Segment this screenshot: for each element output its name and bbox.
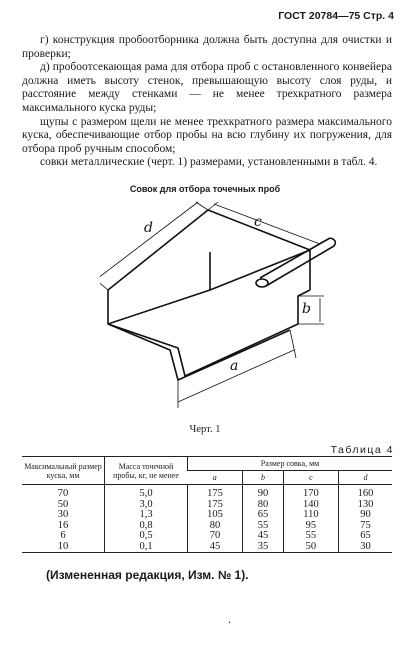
table-row [22, 542, 392, 553]
label-a: a [230, 358, 239, 374]
cell-b: 80 [242, 500, 283, 511]
cell-c: 170 [283, 485, 338, 500]
cell-c: 110 [283, 510, 338, 521]
paragraph-d: д) пробоотсекающая рама для отбора проб с остановленного конвейера должна иметь высоту стенок, превышающую высоту слоя руды, и расстояние между стенками — не менее трехкратного размера максимального куска руды; [22, 61, 392, 114]
cell-mass: 1,3 [105, 510, 188, 521]
scoop-bottom [108, 290, 310, 376]
body-text [22, 34, 392, 170]
cell-c: 55 [283, 531, 338, 542]
change-note: (Измененная редакция, Изм. № 1). [46, 568, 249, 582]
cell-d: 130 [338, 500, 392, 511]
cell-a: 45 [188, 542, 243, 553]
table-row [22, 521, 392, 532]
paragraph-g: г) конструкция пробоотборника должна быть доступна для очистки и проверки; [22, 34, 392, 60]
scoop-lip [108, 324, 290, 380]
header-b: b [242, 471, 283, 485]
page-number: Стр. 4 [363, 10, 394, 22]
cell-d: 90 [338, 510, 392, 521]
table-row [22, 510, 392, 521]
paragraph-probes: щупы с размером щели не менее трехкратного размера максимального куска, обеспечивающие отбор пробы на всю глубину их погружения, для отбора проб ручным способом; [22, 115, 392, 155]
header-piece-size: Максимальный размер куска, мм [22, 457, 105, 485]
cell-piece: 16 [57, 519, 69, 531]
cell-piece: 6 [60, 530, 66, 541]
cell-mass: 3,0 [105, 500, 188, 511]
header-d: d [338, 471, 392, 485]
cell-b: 45 [242, 531, 283, 542]
cell-piece: 10 [57, 540, 69, 552]
cell-piece: 70 [57, 488, 69, 499]
dimension-c-lines [208, 202, 322, 250]
header-sample-mass: Масса точечной пробы, кг, не менее [105, 457, 188, 485]
label-b: b [302, 301, 311, 317]
figure-caption: Черт. 1 [189, 424, 221, 435]
header-a: a [188, 471, 243, 485]
dimension-d-lines [100, 202, 208, 290]
cell-d: 65 [338, 531, 392, 542]
page-header [278, 10, 394, 22]
table-row [22, 531, 392, 542]
header-c: c [283, 471, 338, 485]
label-d: d [144, 220, 153, 236]
cell-a: 70 [188, 531, 243, 542]
handle-ring [256, 279, 268, 287]
page-mark: · [228, 618, 232, 629]
cell-d: 75 [338, 521, 392, 532]
cell-mass: 0,8 [105, 521, 188, 532]
cell-b: 65 [242, 510, 283, 521]
table-label: Таблица 4 [330, 444, 394, 456]
cell-b: 90 [242, 485, 283, 500]
figure-title: Совок для отбора точечных проб [129, 184, 281, 194]
cell-b: 55 [242, 521, 283, 532]
cell-c: 140 [283, 500, 338, 511]
cell-d: 160 [338, 485, 392, 500]
cell-b: 35 [242, 542, 283, 553]
cell-piece: 30 [57, 509, 69, 520]
scoop-side [108, 250, 310, 324]
cell-a: 175 [188, 485, 243, 500]
cell-c: 50 [283, 542, 338, 553]
cell-mass: 5,0 [105, 485, 188, 500]
label-c: c [254, 214, 262, 230]
cell-a: 105 [188, 510, 243, 521]
cell-c: 95 [283, 521, 338, 532]
cell-piece: 50 [57, 498, 69, 510]
cell-a: 80 [188, 521, 243, 532]
cell-d: 30 [338, 542, 392, 553]
handle-end [330, 238, 335, 246]
standard-number: ГОСТ 20784—75 [278, 10, 361, 22]
scoop-drawing [100, 198, 350, 423]
header-scoop-size: Размер совка, мм [188, 457, 393, 471]
table-row [22, 485, 392, 500]
paragraph-scoops: совки металлические (черт. 1) размерами, установленными в табл. 4. [40, 156, 378, 169]
scoop-size-table [22, 456, 392, 553]
cell-mass: 0,1 [105, 542, 188, 553]
cell-mass: 0,5 [105, 531, 188, 542]
cell-a: 175 [188, 500, 243, 511]
